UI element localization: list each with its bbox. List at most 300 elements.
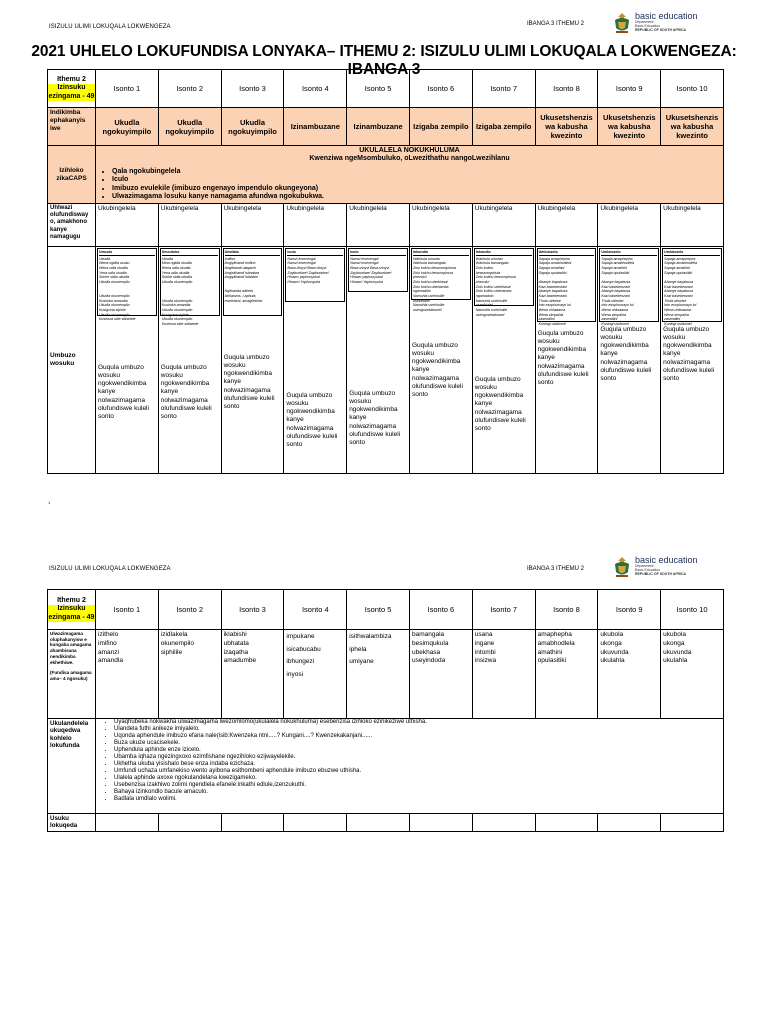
vocab-word: ukubola [663, 631, 686, 638]
vocab-cell [409, 630, 472, 719]
box-line: Kusimka amandla [161, 303, 191, 308]
activities-row [48, 247, 724, 474]
box-title: Umlolozelo [664, 250, 720, 256]
logo-country: REPUBLIC OF SOUTH AFRICA [635, 571, 687, 576]
header-grade-term: IBANGA 3 ITHEMU 2 [527, 21, 585, 27]
box-line: Wena zimpahla [601, 312, 627, 317]
week-header: Isonto 10 [661, 590, 724, 630]
greeting-cell: Ukubingelela [535, 204, 598, 247]
box-line: Abanye bayabusa [664, 289, 693, 294]
box-line: Angithandi ulaqachi [224, 266, 256, 271]
box-line: Zolo kokhu ubehamba [475, 289, 512, 294]
week-header: Isonto 2 [158, 590, 221, 630]
box-line: Namuhla usekhulile [475, 308, 508, 313]
instruction-item: • Ukhetha ukuba yisishalo bese enza indaba ezichaza. [114, 761, 723, 768]
box-line: Wena udla ukudla [161, 266, 191, 271]
vocab-word: ubekhasa [411, 648, 441, 656]
daily-question: Guqula umbuzo wosuku ngokwendikimba kanye nolwazimagama olufundiswe kuleli sonto [600, 326, 652, 382]
daily-question: Guqula umbuzo wosuku ngokwendikimba kanye nolwazimagama olufundiswe kuleli sonto [286, 392, 338, 448]
completion-cell[interactable] [221, 814, 284, 832]
box-line: Into esophumayo lol [601, 303, 634, 308]
completion-cell[interactable] [598, 814, 661, 832]
completion-cell[interactable] [472, 814, 535, 832]
activity-cell [409, 247, 472, 474]
box-line: Zolo kokhu [475, 266, 494, 271]
box-line: Zolo kokhu ubekhasa! [412, 280, 449, 285]
box-line: Sapaja amabhodlela [601, 261, 635, 266]
daily-question: Guqula umbuzo wosuku ngokwendikimba kanye nolwazimagama olufundiswe kuleli sonto [474, 376, 526, 432]
greeting-cell: Ukubingelela [347, 204, 410, 247]
week-header: Isonto 4 [284, 70, 347, 108]
term-label: Ithemu 2 [57, 596, 86, 604]
page-2 [0, 548, 768, 1024]
box-line: bewumnqohula [475, 270, 501, 275]
vocab-word: intombi [474, 648, 496, 656]
activity-cell [535, 247, 598, 474]
instruction-item: • Badlala umdlalo wolimi. [114, 796, 723, 803]
box-line: zasendlini [538, 317, 555, 322]
corner-cell [48, 590, 96, 630]
box-title: Iculo [350, 250, 406, 256]
activity-cell [221, 247, 284, 474]
topic-cell: Ukusetshenzis wa kabusha kwezinto [661, 108, 724, 146]
greeting-row [48, 204, 724, 247]
week-header: Isonto 4 [284, 590, 347, 630]
song-box [223, 248, 283, 316]
instruction-item: • Umfundi uchaza umfanekiso wento ayibona esithombeni aphendule imibuzo ebuzwe uthisha. [114, 768, 723, 775]
week-header: Isonto 2 [158, 70, 221, 108]
vocab-word: iklabishi [223, 631, 247, 638]
row-label-assessment: Umbuzo wosuku [48, 247, 96, 474]
vocab-word: amandla [98, 657, 123, 665]
vocab-word: ingane [474, 639, 495, 647]
vocab-word: umiyane [349, 658, 374, 666]
weeks-row [48, 590, 724, 630]
completion-cell[interactable] [347, 814, 410, 832]
daily-question: Guqula umbuzo wosuku ngokwendikimba kanye nolwazimagama olufundiswe kuleli sonto [411, 342, 463, 398]
vocab-word: ukonga [663, 639, 685, 647]
box-line: Into esophumayo lol [664, 303, 697, 308]
box-line: Kusenza sibe sidiwede [161, 322, 199, 327]
greeting-cell: Ukubingelela [661, 204, 724, 247]
box-line: Sapaja amaphepha [601, 256, 633, 261]
week-header: Isonto 6 [409, 70, 472, 108]
topic-cell: Izigaba zempilo [409, 108, 472, 146]
topic-cell: Ukusetshenzis wa kabusha kwezinto [598, 108, 661, 146]
box-line: Kusenza sibe sidiwede [99, 317, 136, 322]
days-label: Izinsuku ezingama - 49 [48, 605, 95, 621]
vocab-cell [221, 630, 284, 719]
box-line: Ukudla okunempilo [99, 294, 130, 299]
week-header: Isonto 3 [221, 70, 284, 108]
vocab-word: iphela [349, 645, 367, 653]
box-line: Sapaja amathini [664, 266, 690, 271]
header-grade-term: IBANGA 3 ITHEMU 2 [527, 566, 585, 572]
box-line: zasendlini [664, 317, 681, 322]
week-header: Isonto 10 [661, 70, 724, 108]
box-line: Ukudla [99, 256, 111, 261]
box-line: Bava izinyvi Bava izinyvi [287, 266, 327, 271]
dbe-logo [612, 556, 698, 578]
box-line: ngamadolo [475, 294, 494, 299]
week-header: Isonto 9 [598, 70, 661, 108]
box-line: Into esophumayo lol [538, 303, 571, 308]
caps-content [96, 146, 724, 204]
corner-cell [48, 70, 96, 108]
vocab-label: Ulwazimagama oluphakanyisw e kungaba amagama ahambisana nendikimba ekhethiwe. [50, 631, 92, 665]
daily-question: Guqula umbuzo wosuku ngokwendikimba kanye nolwazimagama olufundiswe kuleli sonto [223, 354, 275, 410]
box-line: ngamadolo [412, 289, 431, 294]
box-line: Namzi insexenga! [350, 256, 379, 261]
box-line: Abanye bayabusa [601, 280, 631, 285]
greeting-cell: Ukubingelela [221, 204, 284, 247]
completion-cell[interactable] [158, 814, 221, 832]
header-subject: ISIZULU ULIMI LOKUQALA LOKWENGEZA [49, 566, 171, 572]
box-line: Sapaja opulasitiki [538, 270, 567, 275]
box-line: Hhawo! Yaphunyuka [350, 280, 384, 285]
box-line: Zayibuntiwe! Zayibuntiwe! [287, 270, 329, 275]
vocab-note: (Fundisa amagama ama– 4 ngosuku) [50, 670, 92, 682]
greeting-cell: Ukubingelela [472, 204, 535, 247]
logo-dept: Department: [635, 20, 655, 25]
vocab-word: isicabucabu [286, 645, 321, 653]
term-label: Ithemu 2 [57, 75, 86, 83]
box-line: Wena zimpahla [664, 312, 689, 317]
box-line: Abanye bayabusa [538, 289, 568, 294]
box-line: Sapaja amaphepha [664, 256, 696, 261]
box-line: Sapaja opulasitiki [664, 270, 693, 275]
vocab-word: ukubola [600, 631, 624, 638]
box-line: Abanye bayabusa [601, 289, 631, 294]
instruction-item: • Buza ukuze ucacisekele. [114, 740, 723, 747]
box-line: Kuningi usidomel [601, 322, 629, 327]
vocab-word: izithelo [98, 631, 119, 638]
logo-name: basic education [635, 11, 698, 21]
box-line: Zolo kokhu ubehamba [412, 284, 449, 289]
box-line: Sapaja amathini [601, 266, 628, 271]
vocab-word: bamangala [411, 631, 445, 638]
vocab-word: amaphepha [537, 631, 572, 638]
caps-item: • Iculo [112, 176, 721, 184]
box-line: Yena udla ukudla [99, 270, 127, 275]
box-line: Sonke sidla ukudla [99, 275, 130, 280]
song-box [285, 248, 345, 302]
box-line: usezihlalel [475, 303, 493, 308]
box-line: Ukudla okunempilo [161, 298, 193, 303]
dbe-logo [612, 12, 698, 34]
box-line: Wakhula bamangala [412, 261, 446, 266]
vocab-word: ukuvunda [663, 648, 692, 656]
box-line: Kazi basebenzani [538, 294, 567, 299]
vocab-cell [347, 630, 410, 719]
vocab-word: impukane [286, 633, 315, 640]
box-line: usezihlalel [412, 298, 430, 303]
caps-item: • Qala ngokubingelela [112, 168, 721, 176]
box-line: Ukudla okunempilo [99, 303, 130, 308]
vocab-row [48, 630, 724, 719]
box-line: Zayibuntiwe! Zayibuntiwe! [350, 270, 392, 275]
activity-cell [472, 247, 535, 474]
logo-name: basic education [635, 555, 698, 565]
box-line: Ukudla okunempilo [99, 312, 130, 317]
box-line: Namuhla usekhulile [475, 298, 508, 303]
logo-dept2: Basic Education [635, 24, 661, 29]
topic-cell: Ukudla ngokuyimpilo [221, 108, 284, 146]
caps-item: • Ulwazimagama losuku kanye namagama afundwa ngokubukwa. [112, 193, 721, 201]
topics-row [48, 108, 724, 146]
box-line: Thula uthwise [664, 298, 687, 303]
vocab-word: izaqatha [223, 648, 249, 656]
box-line: Sapaja amabhodlela [538, 261, 572, 266]
vocab-word: ubhatata [223, 639, 249, 647]
week-header: Isonto 6 [409, 590, 472, 630]
box-line: phezulu! [475, 280, 490, 285]
topic-cell: Izinambuzane [284, 108, 347, 146]
box-line: Angiyithandi iklabishi [224, 275, 258, 280]
vocab-word: insizwa [474, 657, 497, 665]
box-line: Kazi basebenzani [538, 284, 567, 289]
box-line: Bava izinyvi Bava izinyvi [350, 266, 390, 271]
days-label: Izinsuku ezingama - 49 [48, 84, 95, 100]
week-header: Isonto 3 [221, 590, 284, 630]
activity-cell [661, 247, 724, 474]
vocab-word: izidlakela [160, 631, 188, 638]
vocab-word: amabhodlela [537, 639, 575, 647]
coat-of-arms-icon [612, 556, 632, 578]
box-title: Iculo [287, 250, 343, 256]
vocab-word: isithwalambiza [349, 633, 392, 640]
box-line: Angiyithandi imifino [224, 261, 256, 266]
box-line: Kusimka amandla [99, 298, 128, 303]
box-line: Namzi insexenga! [350, 261, 379, 266]
row-label-resources: Uhlwazi olufundisway o, amakhono kanye namagugu [48, 204, 96, 247]
box-line: Thula uthwise [601, 298, 624, 303]
logo-dept: Department: [635, 564, 655, 569]
box-line: Wena uhlwaama [538, 308, 566, 313]
box-line: Namuhla usekhulile [412, 294, 445, 299]
topic-cell: Ukudla ngokuyimpilo [158, 108, 221, 146]
song-box [411, 248, 471, 313]
vocab-word: besimqukula [411, 639, 449, 647]
box-line: Ngithanda izithelo [224, 289, 254, 294]
box-line: Izihlanzos, i-aphula, [224, 294, 257, 299]
song-box [348, 248, 408, 292]
completion-cell[interactable] [535, 814, 598, 832]
box-line: usenguvekakuwel [475, 312, 505, 317]
box-line: Hhawo! Yaphunyuka [287, 280, 321, 285]
week-header: Isonto 8 [535, 590, 598, 630]
week-header: Isonto 1 [96, 70, 159, 108]
box-line: Kuningi usidomel [538, 322, 566, 327]
topic-cell: Ukudla ngokuyimpilo [96, 108, 159, 146]
vocab-cell [661, 630, 724, 719]
instructions-row [48, 719, 724, 814]
box-line: Hhawo yaphunyukal [350, 275, 383, 280]
instruction-item: • Ubamba iqhaza ngezingxoxo ezimfishane ngezihloko ezijwayelekile. [114, 754, 723, 761]
vocab-cell [158, 630, 221, 719]
box-line: Wena ngidla usuku [99, 261, 130, 266]
instruction-item: • Ulalela aphinde axoxe ngokulandelana kwezigameko. [114, 775, 723, 782]
song-box [160, 248, 220, 327]
vocab-word: siphilile [160, 648, 183, 656]
vocab-word: inyosi [286, 671, 304, 679]
box-title: Umcutsho [162, 250, 218, 256]
instruction-item: • Uyaqhubeka nokwakha ulwazimagama lwezomlomo(ukulalela nokukhuluma) esebenzisa izihloko ezinikeziwe uthisha. [114, 719, 723, 726]
greeting-cell: Ukubingelela [284, 204, 347, 247]
topic-cell: Ukusetshenzis wa kabusha kwezinto [535, 108, 598, 146]
instruction-item: • Usebenzisa izakhiwo zolimi ngendlela efanele:inkathi edlule,izenzukuthi. [114, 782, 723, 789]
coat-of-arms-icon [612, 12, 632, 34]
caps-list [112, 168, 721, 202]
week-header: Isonto 7 [472, 70, 535, 108]
instructions-cell [96, 719, 724, 814]
daily-question: Guqula umbuzo wosuku ngokwendikimba kanye nolwazimagama olufundiswe kuleli sonto [160, 364, 212, 420]
box-line: Namuhla usekhulile [412, 303, 445, 308]
box-line: Sapaja opulasitiki [601, 270, 630, 275]
activity-cell [347, 247, 410, 474]
activity-cell [598, 247, 661, 474]
vocab-word: ukonga [600, 639, 622, 647]
box-line: Namzi insexenga! [287, 261, 316, 266]
box-line: Zolo kokhu bewumnqohula [412, 266, 456, 271]
instruction-item: • Uqonda aphendule imibuzo efana nale(isib:Kwenzeka ntni.....? Kungani....? Kwenzekakanjani...... [114, 733, 723, 740]
greeting-cell: Ukubingelela [409, 204, 472, 247]
instruction-item: • Bahaya izinkondlo bacule amaculo. [114, 789, 723, 796]
row-label-dayuse: Usuku lokuqeda [48, 814, 96, 832]
box-line: Ukudla [161, 256, 173, 261]
box-line: Yena udla ukudla [161, 270, 190, 275]
box-line: Zolo kokhu bewumphoxa [475, 275, 516, 280]
vocab-cell [598, 630, 661, 719]
box-line: Kusigcina siphile [99, 308, 126, 313]
box-line: Kazi basebenzani [664, 294, 693, 299]
caps-title: UKULALELA NOKUKHULUMA [359, 147, 460, 154]
vocab-word: amanzi [98, 648, 119, 656]
box-line: Ukudla okunempilo [99, 280, 130, 285]
song-box [537, 248, 597, 327]
week-header: Isonto 9 [598, 590, 661, 630]
vocab-word: usana [474, 631, 493, 638]
instruction-item: • Uphendula aphinde enze izicelo. [114, 747, 723, 754]
daily-question: Guqula umbuzo wosuku ngokwendikimba kanye nolwazimagama olufundiswe kuleli sonto [663, 326, 715, 382]
caps-row [48, 146, 724, 204]
box-title: Umdlalo [225, 250, 281, 256]
box-line: Kazi basebenzani [601, 294, 630, 299]
box-line: Abanye bayabusa [538, 280, 568, 285]
box-line: phezulu! [412, 275, 427, 280]
box-line: Kazi basebenzani [664, 284, 693, 289]
completion-cell[interactable] [284, 814, 347, 832]
box-title: Umlolozelo [601, 250, 657, 256]
box-line: Sapaja amaphepha [538, 256, 570, 261]
greeting-cell: Ukubingelela [96, 204, 159, 247]
week-header: Isonto 5 [347, 590, 410, 630]
vocab-cell [472, 630, 535, 719]
activity-cell [96, 247, 159, 474]
row-label-topics: Indikimba ephakanyis iwe [48, 108, 96, 146]
box-line: Namzi insexenga! [287, 256, 316, 261]
song-box [474, 248, 534, 317]
vocab-word: ukuvunda [600, 648, 629, 656]
box-line: usenguvekakuwel [412, 308, 442, 313]
logo-country: REPUBLIC OF SOUTH AFRICA [635, 27, 687, 32]
vocab-word: ukulahla [663, 657, 688, 665]
topic-cell: Izigaba zempilo [472, 108, 535, 146]
box-line: Ukudla okunempilo [161, 280, 193, 285]
vocab-word: ukulahla [600, 657, 625, 665]
vocab-word: opulasitiki [537, 657, 567, 665]
vocab-cell [284, 630, 347, 719]
week-header: Isonto 5 [347, 70, 410, 108]
activity-cell [158, 247, 221, 474]
caps-subtitle: Kwenziwa ngeMsombuluko, oLwezithathu nangoLwezihlanu [309, 155, 510, 163]
box-title: Umlolozelo [539, 250, 595, 256]
week-header: Isonto 7 [472, 590, 535, 630]
box-line: Wakhula umuntu [475, 256, 503, 261]
row-label-vocab [48, 630, 96, 719]
caps-item: • Imibuzo evulekile (imibuzo engenayo impendulo okungeyona) [112, 185, 721, 193]
completion-cell[interactable] [661, 814, 724, 832]
box-line: Sapaja amabhodlela [664, 261, 697, 266]
box-line: Wena udla ukudla [99, 266, 128, 271]
completion-row [48, 814, 724, 832]
box-line: Imifino [224, 256, 236, 261]
box-line: Kazi basebenzani [601, 284, 630, 289]
completion-cell[interactable] [409, 814, 472, 832]
box-line: Sonke sidla ukudla [161, 275, 192, 280]
daily-question: Guqula umbuzo wosuku ngokwendikimba kanye nolwazimagama olufundiswe kuleli sonto [98, 364, 149, 420]
box-line: Wakhula umuntu [412, 256, 440, 261]
vocab-word: useyindoda [411, 657, 446, 665]
box-line: Thula uthwise [538, 298, 561, 303]
box-line: Hhawo yaphunyukal [287, 275, 320, 280]
box-line: ewolintshi, amagilebhisi [224, 298, 263, 303]
box-line: zasendlini [601, 317, 618, 322]
row-label-instructions: Ukulandelela ukuqedwa kohlelo lokufunda [48, 719, 96, 814]
row-label-caps: Izihloko zikaCAPS [48, 146, 96, 204]
week-header: Isonto 8 [535, 70, 598, 108]
vocab-word: okunempilo [160, 639, 195, 647]
activity-cell [284, 247, 347, 474]
vocab-word: amadumbe [223, 657, 257, 665]
vocab-word: amathini [537, 648, 563, 656]
instruction-item: • Ulandela futhi anikeze imiyalelo. [114, 726, 723, 733]
box-title: Inkondlo [476, 250, 532, 256]
completion-cell[interactable] [96, 814, 159, 832]
box-line: Zolo kokhu ubekhasa! [475, 284, 511, 289]
song-box [599, 248, 659, 327]
weeks-row [48, 70, 724, 108]
box-title: Inkondlo [413, 250, 469, 256]
box-line: Wakhula bamangala [475, 261, 509, 266]
box-line: Wena uhlwaama [601, 308, 629, 313]
song-box [662, 248, 722, 327]
box-line: Abanye bayabusa [664, 280, 693, 285]
box-line: Angisithandi isitnabas [224, 270, 260, 275]
vocab-cell [96, 630, 159, 719]
box-line: Ukudla okunempilo [161, 308, 193, 313]
box-line: Kuningi usidomel [664, 322, 692, 327]
box-line: Zolo kokhu bewumphoxa [412, 270, 453, 275]
box-line: Sapaja amathini [538, 266, 565, 271]
page-number: 1 [48, 500, 51, 505]
daily-question: Guqula umbuzo wosuku ngokwendikimba kanye nolwazimagama olufundiswe kuleli sonto [349, 390, 401, 446]
box-line: Mina ngidla ukudla [161, 261, 192, 266]
song-box [97, 248, 157, 322]
page-title: 2021 UHLELO LOKUFUNDISA LONYAKA– ITHEMU 2: ISIZULU ULIMI LOKUQALA LOKWENGEZA: IBANGA 3 [31, 43, 737, 78]
topic-cell: Izinambuzane [347, 108, 410, 146]
greeting-cell: Ukubingelela [598, 204, 661, 247]
